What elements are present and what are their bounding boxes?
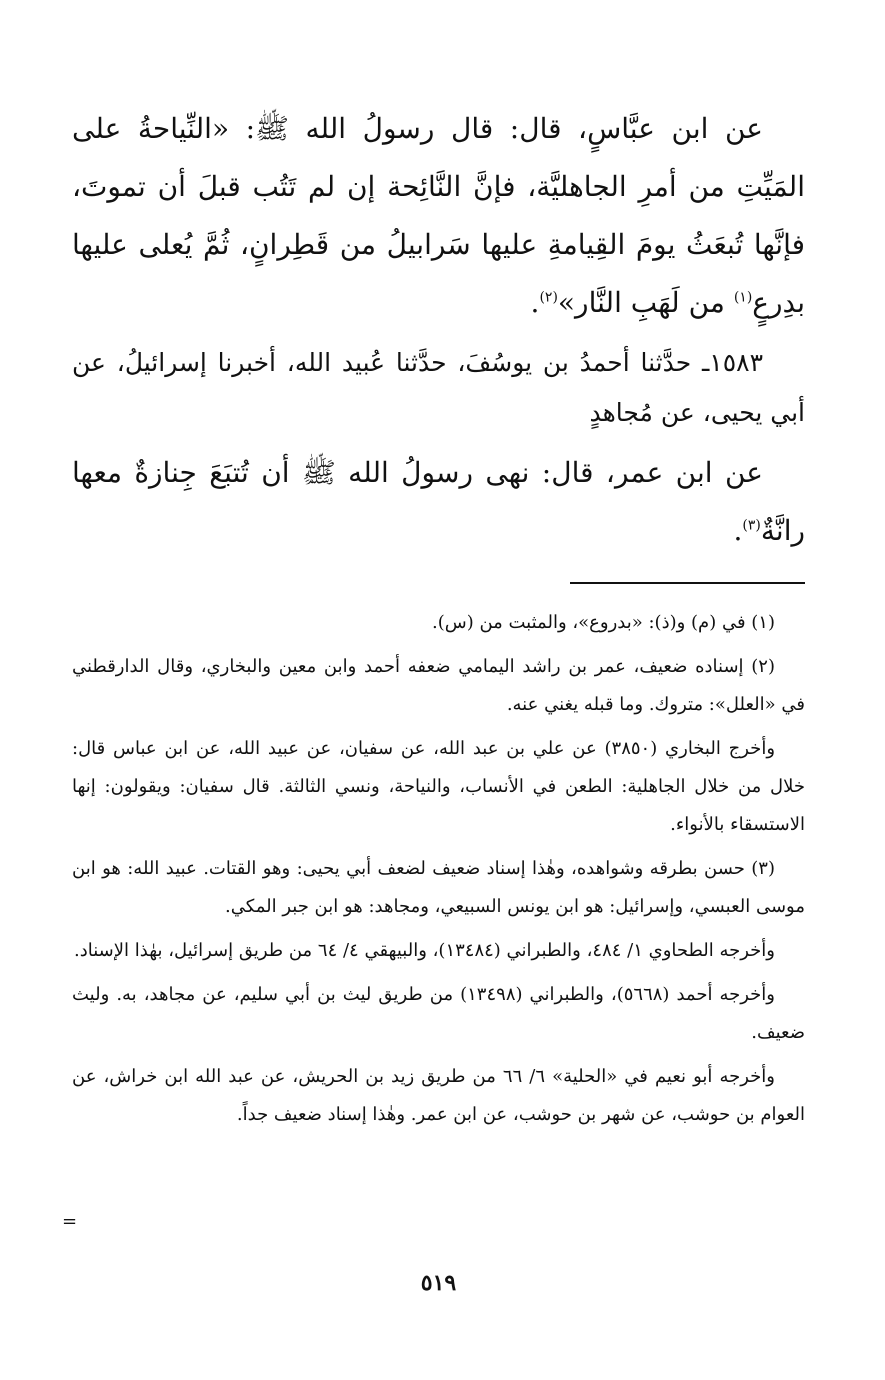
footnote-ref-1: (١) [733, 289, 753, 306]
footnote-3-continued-2: وأخرجه أحمد (٥٦٦٨)، والطبراني (١٣٤٩٨) من طريق ليث بن أبي سليم، عن مجاهد، به. وليث ضعيف. [72, 984, 805, 1043]
hadith-text-2-tail: . [733, 514, 743, 547]
hadith-text-2-body: عن ابن عمر، قال: نهى رسولُ الله ﷺ أن تُتبَعَ جِنازةٌ معها رانَّةٌ [72, 456, 805, 547]
footnote-ref-2: (٢) [539, 289, 558, 306]
hadith-text-1 [72, 100, 805, 332]
hadith-text-2 [72, 444, 805, 560]
footnote-2-continued: وأخرج البخاري (٣٨٥٠) عن علي بن عبد الله، عن سفيان، عن عبيد الله، عن ابن عباس قال: خلال من خلال الجاهلية: الطعن في الأنساب، والنياحة، ونسي الثالثة. قال سفيان: ويقولون: إنها الاستسقاء بالأنواء. [72, 738, 805, 835]
hadith-text-1-body: عن ابن عبَّاسٍ، قال: قال رسولُ الله ﷺ: «النِّياحةُ على المَيِّتِ من أمرِ الجاهليَّة، فإنَّ النَّائِحة إن لم تَتُب قبلَ أن تموتَ، فإنَّها تُبعَثُ يومَ القِيامةِ عليها سَرابيلُ من قَطِرانٍ، ثُمَّ يُعلى عليها بدِرعٍ [72, 112, 805, 319]
footnote-ref-3: (٣) [742, 517, 761, 534]
footnote-2: (٢) إسناده ضعيف، عمر بن راشد اليمامي ضعفه أحمد وابن معين والبخاري، وقال الدارقطني في «العلل»: متروك. وما قبله يغني عنه. [72, 656, 805, 715]
main-text [72, 100, 805, 560]
footnote-1: (١) في (م) و(ذ): «بدروع»، والمثبت من (س). [431, 612, 775, 633]
hadith-chain-1583: ١٥٨٣ـ حدَّثنا أحمدُ بن يوسُفَ، حدَّثنا عُبيد الله، أخبرنا إسرائيلُ، عن أبي يحيى، عن مُجاهدٍ [72, 348, 805, 427]
footnote-3-continued-3: وأخرجه أبو نعيم في «الحلية» ٦/ ٦٦ من طريق زيد بن الحريش، عن عبد الله ابن خراش، عن العوام بن حوشب، عن شهر بن حوشب، عن ابن عمر. وهٰذا إسناد ضعيف جداً. [72, 1066, 805, 1125]
footnote-3-continued-1: وأخرجه الطحاوي ١/ ٤٨٤، والطبراني (١٣٤٨٤)، والبيهقي ٤/ ٦٤ من طريق إسرائيل، بهٰذا الإسناد. [74, 940, 775, 961]
footnotes [72, 604, 805, 1134]
footnote-continue-mark: = [62, 1211, 78, 1232]
page-number: ٥١٩ [420, 1270, 457, 1296]
hadith-text-1-tail: . [530, 286, 540, 319]
footnote-3: (٣) حسن بطرقه وشواهده، وهٰذا إسناد ضعيف لضعف أبي يحيى: وهو القتات. عبيد الله: هو ابن موسى العبسي، وإسرائيل: هو ابن يونس السبيعي، ومجاهد: هو ابن جبر المكي. [72, 858, 805, 917]
footnote-separator [570, 582, 805, 584]
book-page [62, 100, 805, 1370]
hadith-text-1-end: من لَهَبِ النَّار» [557, 286, 734, 319]
